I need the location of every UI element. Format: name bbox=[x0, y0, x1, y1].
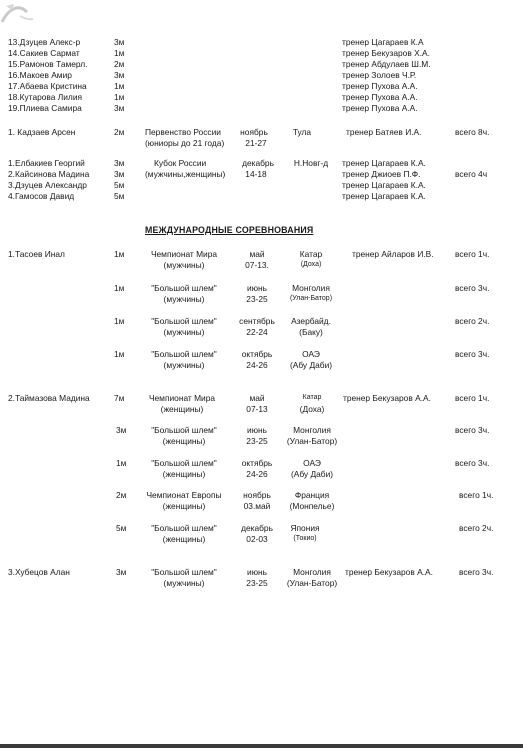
athlete-name: 2.Таймазова Мадина bbox=[8, 393, 90, 403]
event-days: 03.май bbox=[243, 501, 271, 511]
athlete-coach: тренер Цагараев К.А. bbox=[342, 191, 426, 201]
event-city: (Улан-Батор) bbox=[286, 578, 338, 588]
event-days: 23-25 bbox=[246, 436, 268, 446]
athlete-rank: 5м bbox=[114, 191, 125, 201]
event-city: (Улан-Батор) bbox=[289, 295, 333, 302]
event-month: октябрь bbox=[241, 349, 273, 359]
scan-smudge bbox=[0, 0, 42, 30]
event-country: ОАЭ bbox=[302, 349, 320, 359]
athlete-rank: 3м bbox=[114, 158, 125, 168]
event-rank: 1м bbox=[114, 316, 125, 326]
athlete-name: 1.Елбакиев Георгий bbox=[8, 158, 85, 168]
athlete-rank: 3м bbox=[114, 169, 125, 179]
athlete-coach: тренер Пухова А.А. bbox=[342, 103, 418, 113]
athlete-name: 13.Дзуцев Алекс-р bbox=[8, 37, 81, 47]
event-city: (Абу Даби) bbox=[290, 469, 334, 479]
total-hours: всего 1ч. bbox=[455, 249, 490, 259]
competition-category: (женщины) bbox=[162, 534, 206, 544]
competition-name: Чемпионат Европы bbox=[146, 490, 222, 500]
total-hours: всего 2ч. bbox=[455, 316, 490, 326]
athlete-name: 1. Кадзаев Арсен bbox=[8, 127, 76, 137]
event-month: октябрь bbox=[241, 458, 273, 468]
event-city: (Монпелье) bbox=[289, 501, 335, 511]
event-month: июнь bbox=[247, 425, 267, 435]
competition-name: "Большой шлем" bbox=[151, 316, 217, 326]
event-month: июнь bbox=[247, 283, 267, 293]
athlete-name: 17.Абаева Кристина bbox=[8, 81, 87, 91]
event-country: Франция bbox=[294, 490, 330, 500]
event-rank: 3м bbox=[116, 425, 127, 435]
event-city: (Доха) bbox=[299, 404, 325, 414]
event-rank: 7м bbox=[114, 393, 125, 403]
athlete-coach: тренер Батяев И.А. bbox=[346, 127, 422, 137]
event-city: (Улан-Батор) bbox=[286, 436, 338, 446]
athlete-name: 1.Тасоев Инал bbox=[8, 249, 65, 259]
event-month: сентябрь bbox=[239, 316, 275, 326]
event-country: ОАЭ bbox=[303, 458, 321, 468]
competition-category: (мужчины) bbox=[163, 360, 205, 370]
event-month: май bbox=[249, 393, 265, 403]
athlete-rank: 1м bbox=[114, 48, 125, 58]
competition-name: Чемпионат Мира bbox=[148, 393, 216, 403]
event-days: 24-26 bbox=[246, 469, 268, 479]
competition-name: "Большой шлем" bbox=[151, 349, 217, 359]
event-country: Азербайд. bbox=[291, 316, 331, 326]
event-city: Н.Новг-д bbox=[293, 158, 329, 168]
total-hours: всего 3ч. bbox=[455, 283, 490, 293]
athlete-name: 3.Хубецов Алан bbox=[8, 567, 70, 577]
athlete-name: 16.Макоев Амир bbox=[8, 70, 72, 80]
athlete-rank: 1м bbox=[114, 92, 125, 102]
athlete-name: 18.Кутарова Лилия bbox=[8, 92, 83, 102]
athlete-name: 15.Рамонов Тамерл. bbox=[8, 59, 88, 69]
event-country: Катар bbox=[299, 249, 323, 259]
athlete-coach: тренер Джиоев П.Ф. bbox=[342, 169, 421, 179]
athlete-coach: тренер Бекузаров А.А. bbox=[345, 567, 433, 577]
event-days: 07-13. bbox=[245, 260, 269, 270]
event-days: 23-25 bbox=[246, 578, 268, 588]
competition-category: (женщины) bbox=[162, 501, 206, 511]
event-days: 22-24 bbox=[246, 327, 268, 337]
event-month: июнь bbox=[247, 567, 267, 577]
event-city: (Доха) bbox=[300, 261, 322, 268]
competition-name: Чемпионат Мира bbox=[150, 249, 218, 259]
event-country: Монголия bbox=[292, 283, 330, 293]
competition-category: (женщины) bbox=[162, 436, 206, 446]
athlete-name: 14.Сакиев Сармат bbox=[8, 48, 80, 58]
event-rank: 1м bbox=[116, 458, 127, 468]
event-days: 07-13 bbox=[246, 404, 268, 414]
athlete-rank: 2м bbox=[114, 59, 125, 69]
event-month: май bbox=[249, 249, 265, 259]
event-month: ноябрь bbox=[243, 490, 271, 500]
event-city: Тула bbox=[292, 127, 312, 137]
athlete-coach: тренер Бекузаров Х.А. bbox=[342, 48, 430, 58]
event-city: (Токио) bbox=[293, 535, 317, 542]
athlete-rank: 3м bbox=[114, 103, 125, 113]
total-hours: всего 4ч bbox=[455, 169, 488, 179]
event-days: 02-03 bbox=[246, 534, 268, 544]
athlete-rank: 3м bbox=[114, 70, 125, 80]
event-days: 21-27 bbox=[245, 138, 267, 148]
competition-name: Первенство России bbox=[145, 127, 221, 137]
total-hours: всего 3ч. bbox=[455, 349, 490, 359]
event-rank: 1м bbox=[114, 283, 125, 293]
athlete-name: 19.Плиева Самира bbox=[8, 103, 82, 113]
athlete-coach: тренер Пухова А.А. bbox=[342, 92, 418, 102]
total-hours: всего 3ч. bbox=[459, 567, 494, 577]
event-country: Монголия bbox=[293, 425, 331, 435]
scan-bottom-edge bbox=[0, 744, 523, 748]
competition-name: "Большой шлем" bbox=[151, 523, 217, 533]
event-country: Катар bbox=[302, 394, 322, 401]
total-hours: всего 1ч. bbox=[455, 393, 490, 403]
competition-name: "Большой шлем" bbox=[151, 567, 217, 577]
event-city: (Абу Даби) bbox=[289, 360, 333, 370]
event-rank: 2м bbox=[116, 490, 127, 500]
event-rank: 1м bbox=[114, 249, 125, 259]
athlete-rank: 5м bbox=[114, 180, 125, 190]
event-city: (Баку) bbox=[299, 327, 323, 337]
competition-name: "Большой шлем" bbox=[151, 458, 217, 468]
competition-category: (женщины) bbox=[162, 469, 206, 479]
event-days: 14-18 bbox=[245, 169, 267, 179]
athlete-rank: 3м bbox=[114, 37, 125, 47]
athlete-rank: 1м bbox=[114, 81, 125, 91]
competition-category: (мужчины) bbox=[163, 294, 205, 304]
event-month: декабрь bbox=[242, 158, 274, 168]
total-hours: всего 1ч. bbox=[459, 490, 494, 500]
competition-category: (юниоры до 21 года) bbox=[145, 138, 225, 148]
competition-category: (мужчины) bbox=[163, 578, 205, 588]
event-days: 23-25 bbox=[246, 294, 268, 304]
total-hours: всего 8ч. bbox=[455, 127, 490, 137]
athlete-coach: тренер Цагараев К.А. bbox=[342, 180, 426, 190]
event-country: Япония bbox=[290, 523, 320, 533]
competition-category: (мужчины) bbox=[163, 327, 205, 337]
athlete-name: 2.Кайсинова Мадина bbox=[8, 169, 90, 179]
total-hours: всего 3ч. bbox=[455, 458, 490, 468]
competition-category: (женщины) bbox=[160, 404, 204, 414]
event-rank: 5м bbox=[116, 523, 127, 533]
athlete-coach: тренер Цагараев К.А bbox=[342, 37, 424, 47]
athlete-coach: тренер Цагараев К.А. bbox=[342, 158, 426, 168]
event-month: ноябрь bbox=[240, 127, 268, 137]
competition-name: Кубок России bbox=[154, 158, 207, 168]
athlete-name: 4.Гамосов Давид bbox=[8, 191, 75, 201]
event-days: 24-26 bbox=[246, 360, 268, 370]
competition-category: (мужчины,женщины) bbox=[145, 169, 226, 179]
competition-name: "Большой шлем" bbox=[151, 425, 217, 435]
athlete-coach: тренер Золоев Ч.Р. bbox=[342, 70, 417, 80]
total-hours: всего 2ч. bbox=[459, 523, 494, 533]
event-month: декабрь bbox=[241, 523, 273, 533]
competition-category: (мужчины) bbox=[163, 260, 205, 270]
event-country: Монголия bbox=[293, 567, 331, 577]
competition-name: "Большой шлем" bbox=[151, 283, 217, 293]
athlete-coach: тренер Бекузаров А.А. bbox=[343, 393, 431, 403]
section-heading: МЕЖДУНАРОДНЫЕ СОРЕВНОВАНИЯ bbox=[145, 225, 314, 235]
athlete-name: 3.Дзуцев Александр bbox=[8, 180, 87, 190]
athlete-rank: 2м bbox=[114, 127, 125, 137]
event-rank: 1м bbox=[114, 349, 125, 359]
athlete-coach: тренер Абдулаев Ш.М. bbox=[342, 59, 431, 69]
total-hours: всего 3ч. bbox=[455, 425, 490, 435]
event-rank: 3м bbox=[116, 567, 127, 577]
athlete-coach: тренер Пухова А.А. bbox=[342, 81, 418, 91]
athlete-coach: тренер Айларов И.В. bbox=[352, 249, 434, 259]
